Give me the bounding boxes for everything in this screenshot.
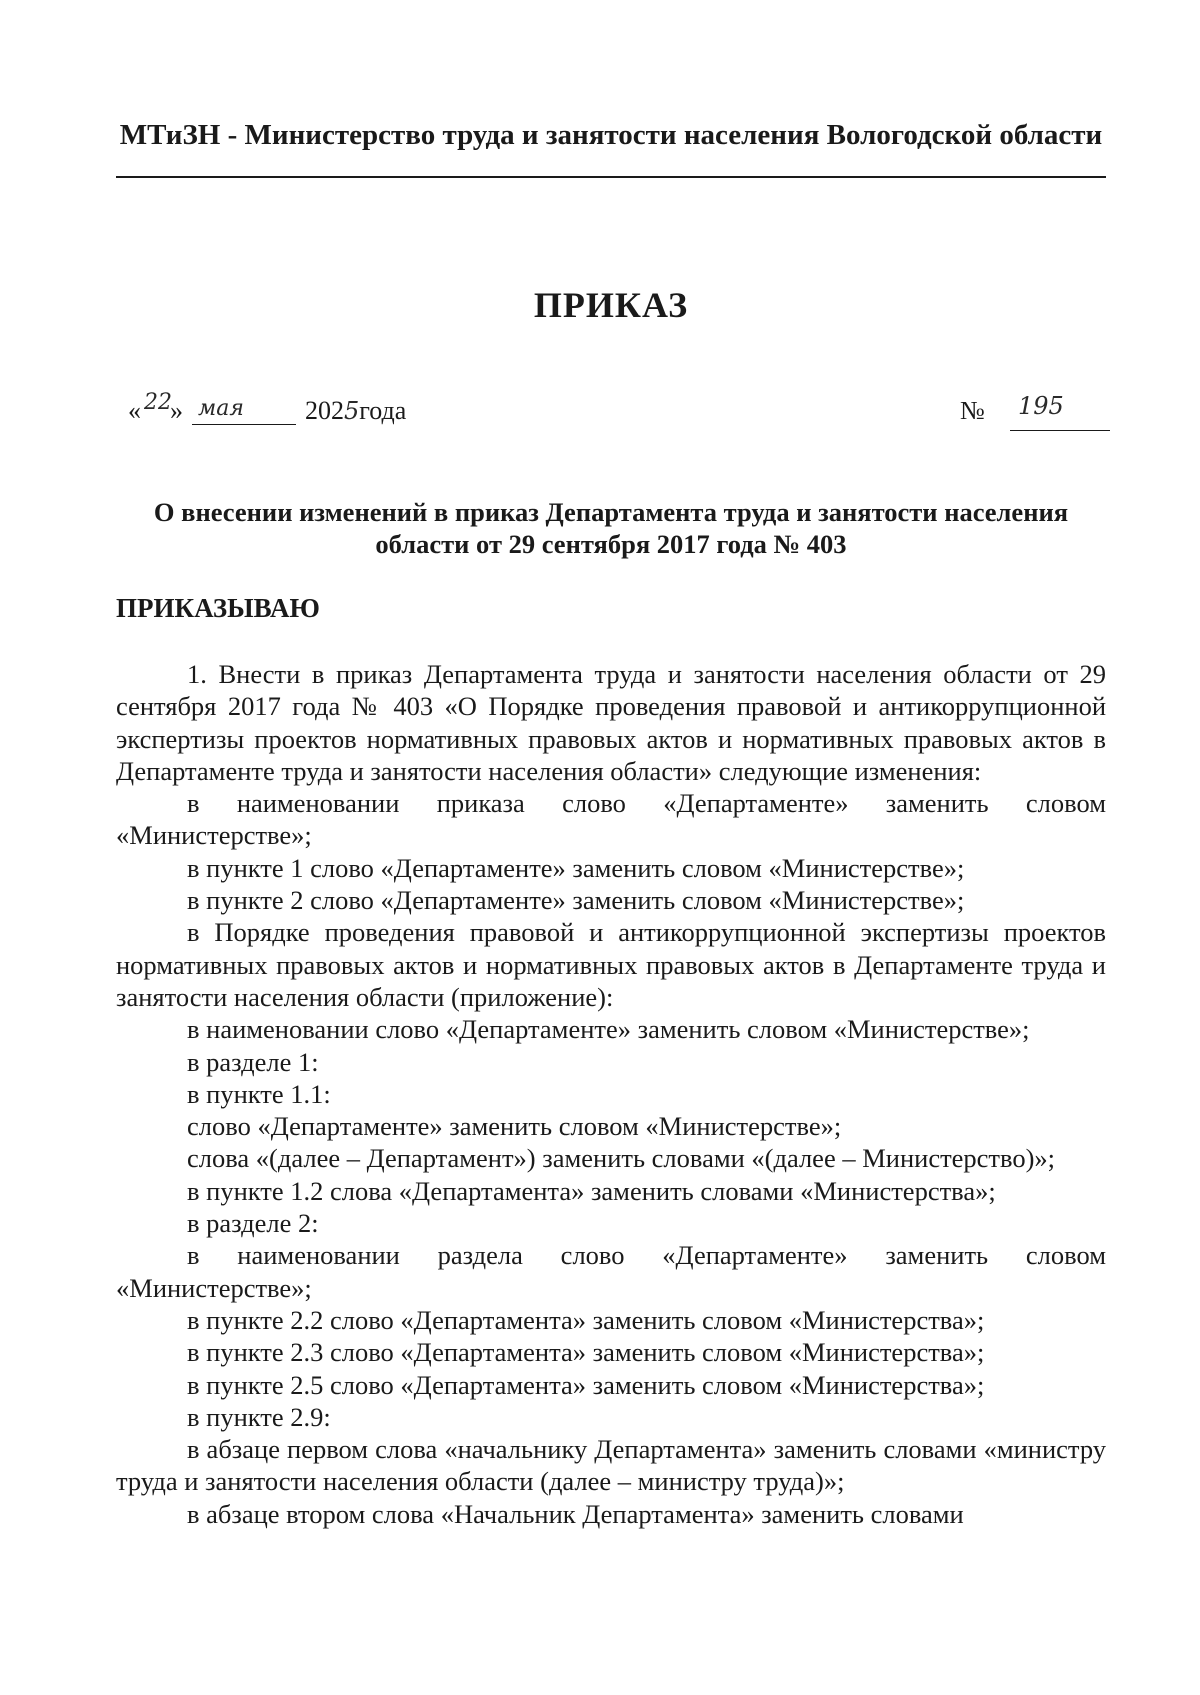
paragraph-14: в пункте 2.2 слово «Департамента» заменить словом «Министерства»; [187,1304,985,1335]
date-month-underline [192,424,296,425]
paragraph-8: в пункте 1.1: [187,1078,331,1109]
order-body [116,658,1106,1530]
number-value-handwritten: 195 [1018,392,1064,420]
paragraph-11: в пункте 1.2 слова «Департамента» заменить словами «Министерства»; [187,1175,996,1206]
paragraph-19: в абзаце втором слова «Начальник Департамента» заменить словами [187,1498,964,1529]
paragraph-12: в разделе 2: [187,1208,319,1239]
paragraph-1: 1. Внести в приказ Департамента труда и занятости населения области от 29 сентября 2017 года № 403 «О Порядке проведения правовой и антикоррупционной экспертизы проектов нормативных правовых актов и нормативных правовых актов в Департаменте труда и занятости населения области» следующие изменения: [116,659,1106,786]
date-open-quote: « [128,396,141,425]
paragraph-10: слова «(далее – Департамент») заменить словами «(далее – Министерство)»; [187,1143,1056,1174]
date-year-suffix: года [359,396,407,425]
paragraph-15: в пункте 2.3 слово «Департамента» заменить словом «Министерства»; [187,1337,985,1368]
paragraph-2: в наименовании приказа слово «Департаменте» заменить словом «Министерстве»; [116,788,1106,851]
paragraph-17: в пункте 2.9: [187,1401,331,1432]
number-underline [1010,430,1110,431]
order-number [960,392,1120,436]
subject-line-1: О внесении изменений в приказ Департамента труда и занятости населения [153,497,1069,527]
order-date [128,390,428,430]
date-year [305,396,406,426]
paragraph-18: в абзаце первом слова «начальнику Департамента» заменить словами «министру труда и занятости населения области (далее – министру труда)»; [116,1434,1106,1497]
document-title: ПРИКАЗ [533,285,689,325]
ministry-header: МТиЗН - Министерство труда и занятости населения Вологодской области [119,119,1103,151]
subject-line-2: области от 29 сентября 2017 года № 403 [375,529,847,559]
header-rule [116,176,1106,178]
number-sign: № [960,396,985,425]
order-subject [116,496,1106,560]
date-close-quote: » [170,396,183,425]
paragraph-5: в Порядке проведения правовой и антикоррупционной экспертизы проектов нормативных правовых актов и нормативных правовых актов в Департаменте труда и занятости населения области (приложение): [116,917,1106,1012]
paragraph-4: в пункте 2 слово «Департаменте» заменить словом «Министерстве»; [187,885,965,916]
paragraph-16: в пункте 2.5 слово «Департамента» заменить словом «Министерства»; [187,1369,985,1400]
paragraph-6: в наименовании слово «Департаменте» заменить словом «Министерстве»; [187,1014,1030,1045]
paragraph-13: в наименовании раздела слово «Департаменте» заменить словом «Министерстве»; [116,1240,1106,1303]
paragraph-3: в пункте 1 слово «Департаменте» заменить словом «Министерстве»; [187,852,965,883]
paragraph-9: слово «Департаменте» заменить словом «Министерстве»; [187,1111,842,1142]
date-year-digit-handwritten: 5 [344,397,360,425]
date-year-prefix: 202 [305,396,344,425]
paragraph-7: в разделе 1: [187,1046,319,1077]
date-month-handwritten: мая [198,396,244,421]
date-day-handwritten: 22 [144,390,172,415]
order-directive: ПРИКАЗЫВАЮ [116,593,320,623]
